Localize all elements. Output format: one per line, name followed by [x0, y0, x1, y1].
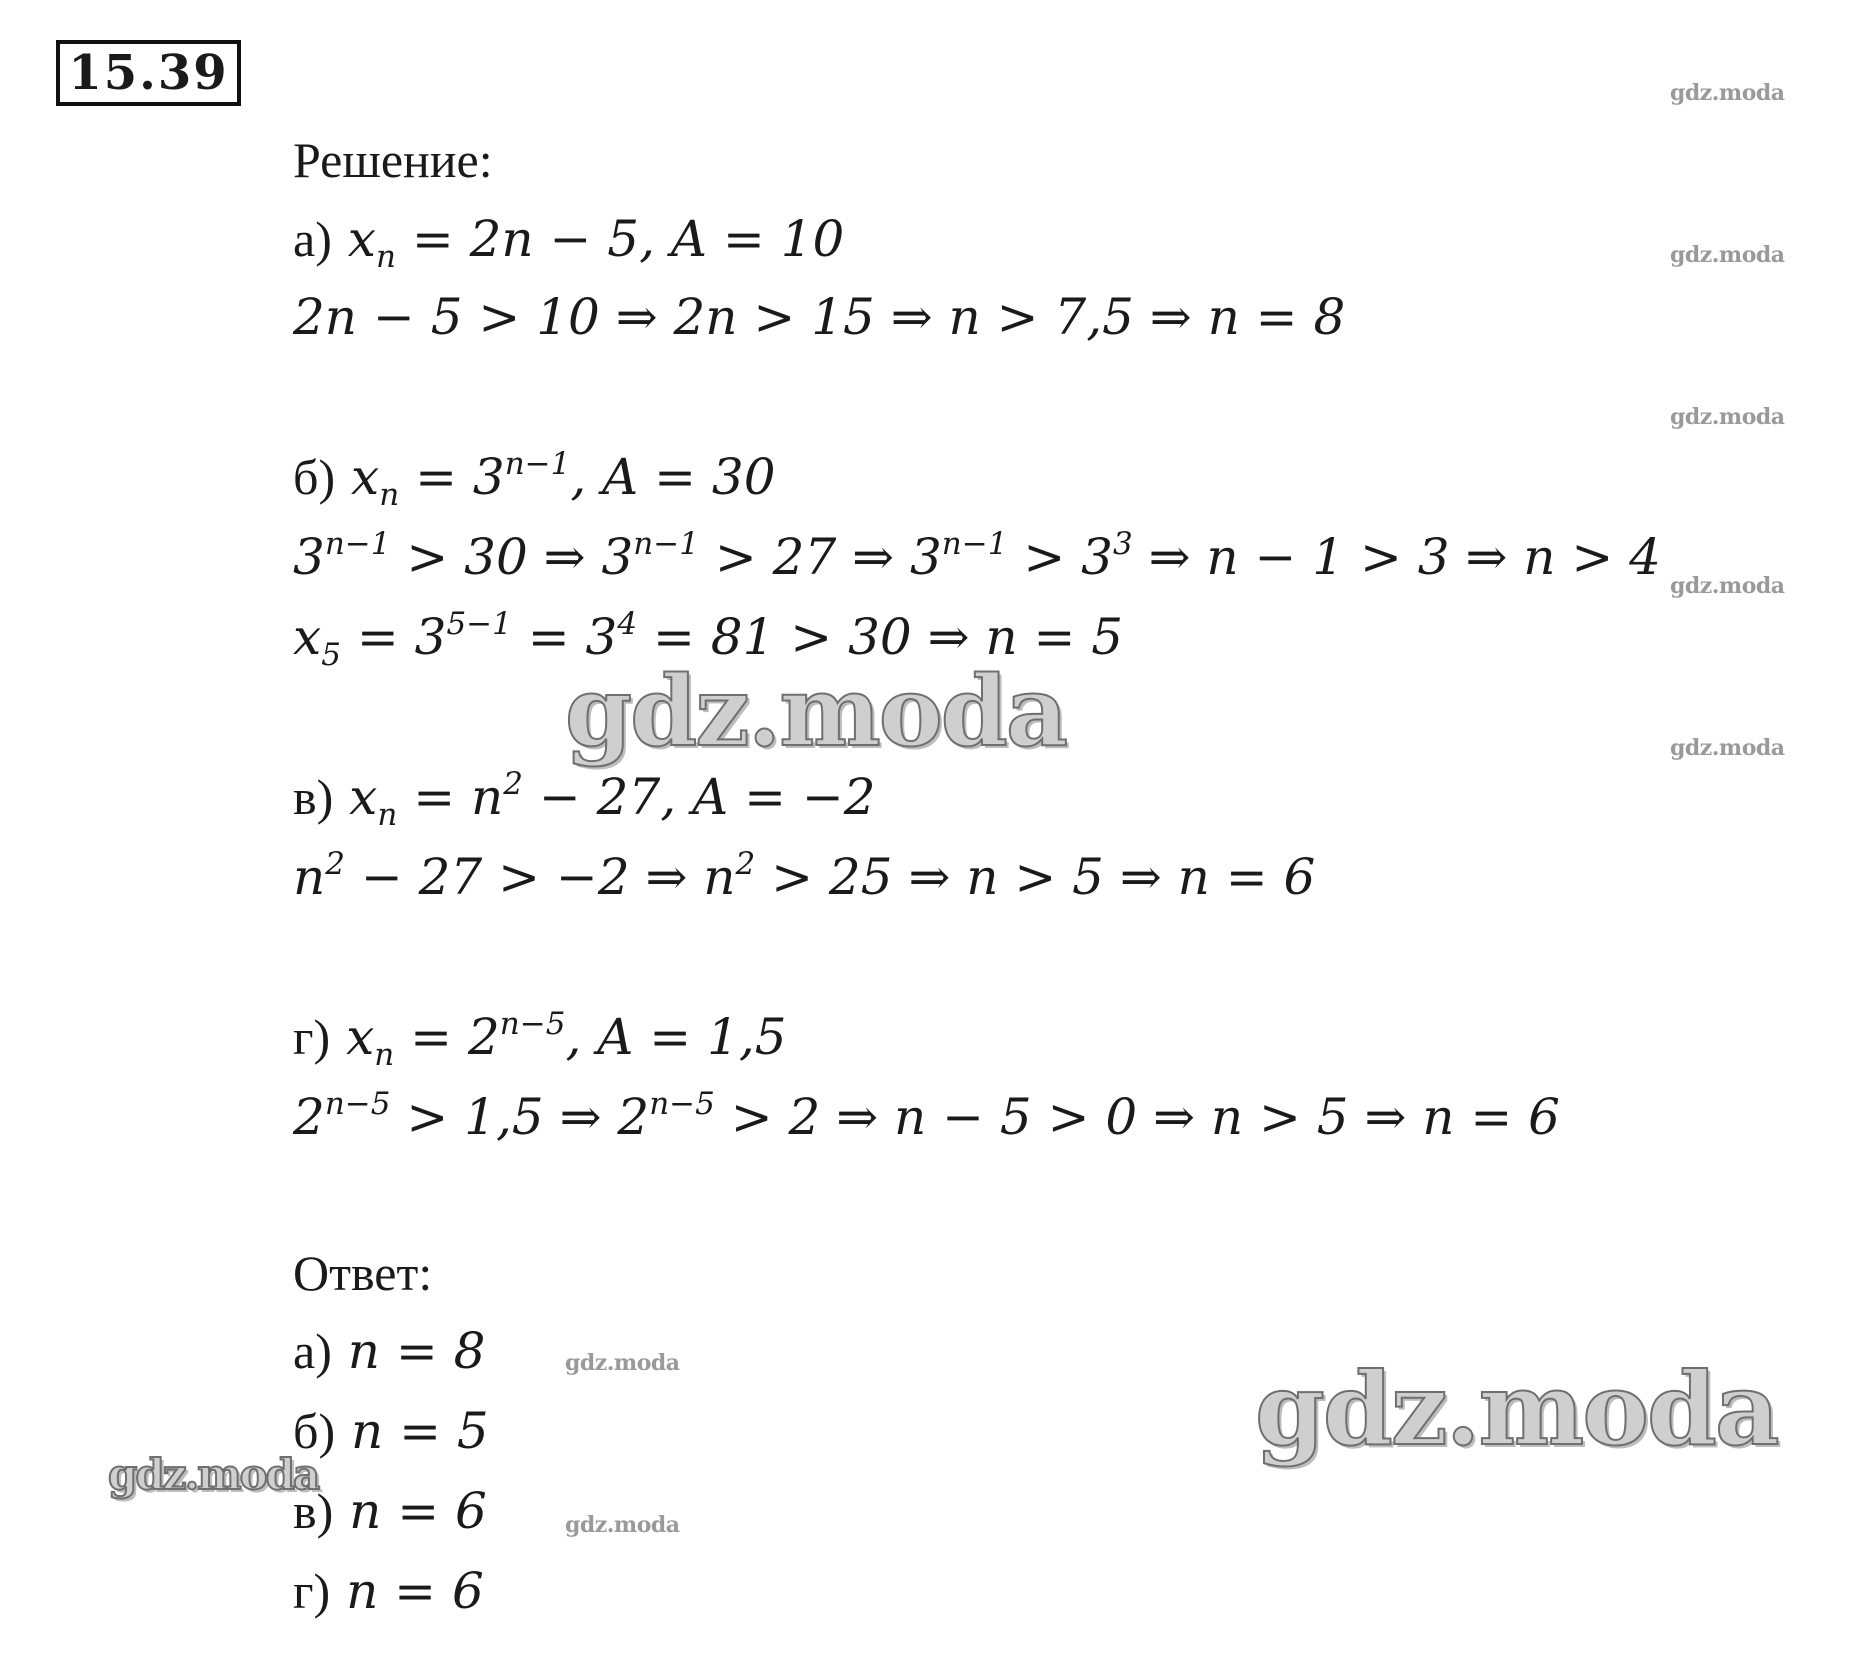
answer-a [293, 1322, 486, 1380]
watermark: gdz.moda [1255, 1350, 1778, 1468]
g1-p3: > 2 ⇒ n − 5 > 0 ⇒ n > 5 ⇒ n = 6 [714, 1088, 1560, 1146]
answer-g-value: n = 6 [346, 1562, 484, 1620]
part-g-sup: n−5 [499, 1005, 566, 1042]
watermark: gdz.moda [1670, 735, 1785, 761]
part-v-x: x [349, 768, 378, 826]
part-g-step [293, 1085, 1560, 1146]
b1-s4: 3 [1112, 525, 1133, 562]
part-v-mid: = n [413, 768, 504, 826]
part-a-step: 2n − 5 > 10 ⇒ 2n > 15 ⇒ n > 7,5 ⇒ n = 8 [293, 288, 1346, 346]
b1-s3: n−1 [941, 525, 1008, 562]
b1-p4: > 3 [1007, 528, 1113, 586]
part-g-sub: n [374, 1036, 395, 1073]
answer-b-label: б) [293, 1403, 336, 1459]
part-v-sub: n [377, 796, 398, 833]
part-g-mid: = 2 [410, 1008, 500, 1066]
part-v-step [293, 845, 1316, 906]
b1-p5: ⇒ n − 1 > 3 ⇒ n > 4 [1132, 528, 1661, 586]
answer-a-value: n = 8 [347, 1322, 486, 1380]
answer-g-label: г) [293, 1563, 331, 1619]
part-b-sup: n−1 [504, 445, 571, 482]
part-a-x: x [347, 210, 376, 268]
watermark: gdz.moda [1670, 404, 1785, 430]
b1-s2: n−1 [633, 525, 699, 562]
part-v-sup: 2 [503, 765, 523, 802]
part-g-rest: , A = 1,5 [565, 1008, 787, 1066]
watermark: gdz.moda [565, 1350, 680, 1376]
part-v-rest: − 27, A = −2 [522, 768, 876, 826]
b1-p2: > 30 ⇒ 3 [390, 528, 634, 586]
part-b-given [293, 445, 776, 513]
v1-p1: n [293, 848, 326, 906]
g1-s2: n−5 [649, 1085, 715, 1122]
b2-s1: 5−1 [446, 605, 512, 642]
part-b-x: x [351, 448, 380, 506]
part-b-sub: n [379, 476, 400, 513]
part-b-label: б) [293, 449, 336, 505]
part-a-label: а) [293, 211, 332, 267]
watermark: gdz.moda [108, 1450, 319, 1499]
b2-p2: = 3 [511, 608, 618, 666]
v1-s2: 2 [735, 845, 756, 882]
v1-p2: − 27 > −2 ⇒ n [344, 848, 736, 906]
b1-p1: 3 [293, 528, 325, 586]
watermark: gdz.moda [1670, 242, 1785, 268]
answer-b-value: n = 5 [351, 1402, 489, 1460]
v1-p3: > 25 ⇒ n > 5 ⇒ n = 6 [755, 848, 1316, 906]
g1-p1: 2 [293, 1088, 325, 1146]
answer-a-label: а) [293, 1323, 332, 1379]
part-a-given [293, 210, 845, 275]
solution-heading: Решение: [293, 132, 493, 188]
g1-p2: > 1,5 ⇒ 2 [390, 1088, 650, 1146]
part-a-sub: n [375, 238, 396, 275]
part-g-x: x [346, 1008, 375, 1066]
watermark: gdz.moda [1670, 573, 1785, 599]
answer-v [293, 1482, 487, 1540]
b1-s1: n−1 [324, 525, 391, 562]
answer-v-value: n = 6 [349, 1482, 487, 1540]
b2-p3: = 81 > 30 ⇒ n = 5 [637, 608, 1124, 666]
part-g-given [293, 1005, 787, 1073]
v1-s1: 2 [325, 845, 345, 882]
b1-p3: > 27 ⇒ 3 [698, 528, 942, 586]
part-a-rest: = 2n − 5, A = 10 [411, 210, 845, 268]
part-v-label: в) [293, 769, 334, 825]
watermark: gdz.moda [565, 1512, 680, 1538]
task-number: 15.39 [56, 40, 241, 106]
part-v-given [293, 765, 876, 833]
part-b-rest: , A = 30 [570, 448, 776, 506]
answer-b [293, 1402, 489, 1460]
watermark: gdz.moda [1670, 80, 1785, 106]
answer-heading: Ответ: [293, 1245, 433, 1301]
part-g-label: г) [293, 1009, 331, 1065]
g1-s1: n−5 [324, 1085, 391, 1122]
b2-p1: = 3 [340, 608, 447, 666]
b2-sub: 5 [321, 636, 341, 673]
part-b-step1 [293, 525, 1661, 586]
b2-s2: 4 [617, 605, 638, 642]
watermark: gdz.moda [565, 655, 1067, 768]
answer-g [293, 1562, 484, 1620]
part-b-mid: = 3 [415, 448, 505, 506]
answer-v-label: в) [293, 1483, 334, 1539]
b2-x: x [293, 608, 322, 666]
